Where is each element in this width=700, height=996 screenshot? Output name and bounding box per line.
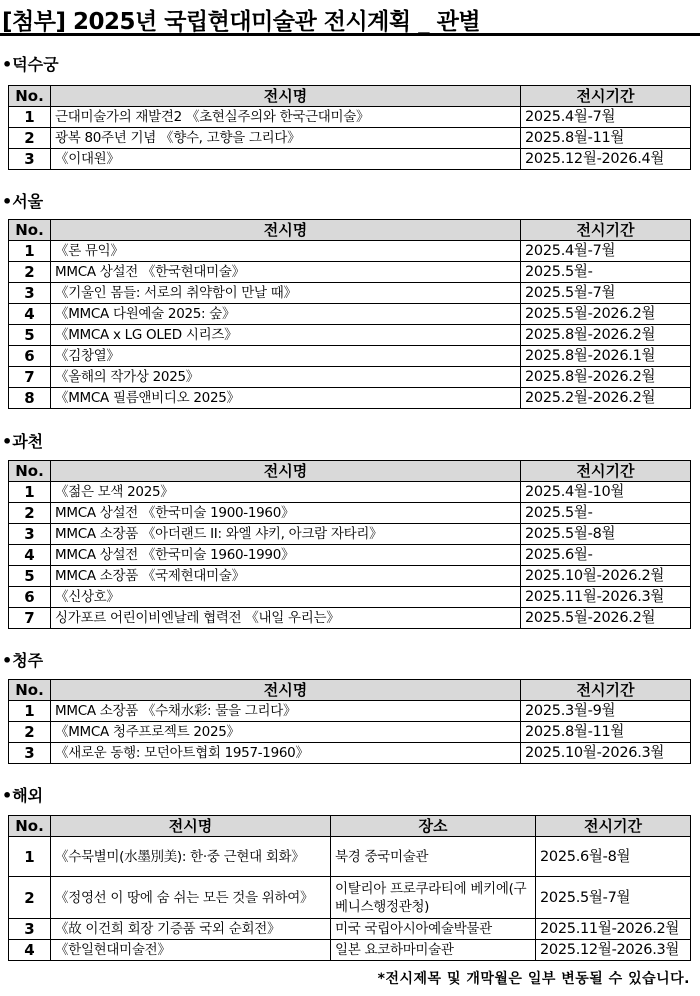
row-name: 《MMCA 필름앤비디오 2025》 <box>51 388 521 409</box>
row-period: 2025.5월- <box>521 503 691 524</box>
row-no: 3 <box>9 743 51 764</box>
row-period: 2025.5월-2026.2월 <box>521 304 691 325</box>
table-row <box>9 608 691 629</box>
row-period: 2025.10월-2026.3월 <box>521 743 691 764</box>
row-no: 7 <box>9 608 51 629</box>
header-no: No. <box>9 220 51 241</box>
table-row <box>9 482 691 503</box>
row-no: 2 <box>9 877 51 919</box>
table-row <box>9 566 691 587</box>
header-period: 전시기간 <box>536 816 691 837</box>
header-name: 전시명 <box>51 816 331 837</box>
table-header-row <box>9 816 691 837</box>
row-no: 8 <box>9 388 51 409</box>
table-row <box>9 919 691 940</box>
table-row <box>9 304 691 325</box>
table-row <box>9 367 691 388</box>
header-name: 전시명 <box>51 680 521 701</box>
row-name: 《올해의 작가상 2025》 <box>51 367 521 388</box>
row-no: 2 <box>9 128 51 149</box>
table-row <box>9 283 691 304</box>
row-name: 《MMCA 청주프로젝트 2025》 <box>51 722 521 743</box>
row-no: 1 <box>9 241 51 262</box>
row-name: MMCA 상설전 《한국미술 1900-1960》 <box>51 503 521 524</box>
row-period: 2025.5월-8월 <box>521 524 691 545</box>
row-period: 2025.5월- <box>521 262 691 283</box>
table-row <box>9 940 691 961</box>
row-no: 2 <box>9 262 51 283</box>
row-no: 1 <box>9 701 51 722</box>
row-no: 1 <box>9 107 51 128</box>
row-no: 4 <box>9 545 51 566</box>
row-place: 북경 중국미술관 <box>331 837 536 877</box>
table-header-row <box>9 220 691 241</box>
row-name: 《론 뮤익》 <box>51 241 521 262</box>
row-no: 6 <box>9 346 51 367</box>
row-no: 4 <box>9 304 51 325</box>
row-place: 이탈리아 프로쿠라티에 베키에(구 베니스행정관청) <box>331 877 536 919</box>
section-label-deoksugung: •덕수궁 <box>2 55 59 74</box>
row-period: 2025.8월-11월 <box>521 722 691 743</box>
exhibition-table-cheongju <box>8 679 691 764</box>
row-name: 《정영선 이 땅에 숨 쉬는 모든 것을 위하여》 <box>51 877 331 919</box>
table-row <box>9 587 691 608</box>
row-period: 2025.4월-10월 <box>521 482 691 503</box>
row-no: 1 <box>9 837 51 877</box>
row-period: 2025.8월-2026.2월 <box>521 325 691 346</box>
row-no: 3 <box>9 149 51 170</box>
table-row <box>9 107 691 128</box>
header-period: 전시기간 <box>521 680 691 701</box>
header-period: 전시기간 <box>521 461 691 482</box>
row-name: MMCA 소장품 《아더랜드 II: 와엘 샤키, 아크람 자타리》 <box>51 524 521 545</box>
row-name: 《이대원》 <box>51 149 521 170</box>
row-no: 3 <box>9 919 51 940</box>
row-name: 《새로운 동행: 모던아트협회 1957-1960》 <box>51 743 521 764</box>
row-period: 2025.11월-2026.2월 <box>536 919 691 940</box>
row-name: MMCA 상설전 《한국현대미술》 <box>51 262 521 283</box>
row-period: 2025.5월-2026.2월 <box>521 608 691 629</box>
section-label-seoul: •서울 <box>2 192 44 211</box>
row-period: 2025.6월-8월 <box>536 837 691 877</box>
row-no: 5 <box>9 325 51 346</box>
header-no: No. <box>9 680 51 701</box>
row-name: 근대미술가의 재발견2 《초현실주의와 한국근대미술》 <box>51 107 521 128</box>
row-no: 2 <box>9 722 51 743</box>
row-no: 7 <box>9 367 51 388</box>
row-name: 《김창열》 <box>51 346 521 367</box>
row-period: 2025.8월-11월 <box>521 128 691 149</box>
row-period: 2025.8월-2026.1월 <box>521 346 691 367</box>
row-name: 《MMCA 다원예술 2025: 숲》 <box>51 304 521 325</box>
row-name: MMCA 상설전 《한국미술 1960-1990》 <box>51 545 521 566</box>
section-label-cheongju: •청주 <box>2 651 44 670</box>
row-period: 2025.4월-7월 <box>521 241 691 262</box>
row-name: 《한일현대미술전》 <box>51 940 331 961</box>
exhibition-table-gwacheon <box>8 460 691 629</box>
table-row <box>9 262 691 283</box>
section-label-overseas: •해외 <box>2 786 44 805</box>
header-period: 전시기간 <box>521 86 691 107</box>
header-name: 전시명 <box>51 461 521 482</box>
table-row <box>9 545 691 566</box>
page-title: [첨부] 2025년 국립현대미술관 전시계획 _ 관별 <box>2 9 481 35</box>
header-name: 전시명 <box>51 86 521 107</box>
table-row <box>9 837 691 877</box>
table-row <box>9 524 691 545</box>
table-row <box>9 877 691 919</box>
row-name: 광복 80주년 기념 《향수, 고향을 그리다》 <box>51 128 521 149</box>
header-no: No. <box>9 816 51 837</box>
table-header-row <box>9 680 691 701</box>
footnote: *전시제목 및 개막월은 일부 변동될 수 있습니다. <box>377 971 690 987</box>
header-no: No. <box>9 86 51 107</box>
header-no: No. <box>9 461 51 482</box>
row-period: 2025.3월-9월 <box>521 701 691 722</box>
row-name: 《신상호》 <box>51 587 521 608</box>
row-no: 1 <box>9 482 51 503</box>
row-name: 《기울인 몸들: 서로의 취약함이 만날 때》 <box>51 283 521 304</box>
table-row <box>9 503 691 524</box>
row-no: 2 <box>9 503 51 524</box>
row-period: 2025.12월-2026.4월 <box>521 149 691 170</box>
row-period: 2025.8월-2026.2월 <box>521 367 691 388</box>
exhibition-table-seoul <box>8 219 691 409</box>
header-place: 장소 <box>331 816 536 837</box>
table-row <box>9 128 691 149</box>
row-period: 2025.5월-7월 <box>521 283 691 304</box>
row-period: 2025.5월-7월 <box>536 877 691 919</box>
table-header-row <box>9 461 691 482</box>
row-period: 2025.10월-2026.2월 <box>521 566 691 587</box>
table-row <box>9 241 691 262</box>
row-period: 2025.12월-2026.3월 <box>536 940 691 961</box>
row-period: 2025.6월- <box>521 545 691 566</box>
row-period: 2025.4월-7월 <box>521 107 691 128</box>
row-name: MMCA 소장품 《국제현대미술》 <box>51 566 521 587</box>
row-no: 5 <box>9 566 51 587</box>
row-place: 미국 국립아시아예술박물관 <box>331 919 536 940</box>
table-row <box>9 149 691 170</box>
row-no: 6 <box>9 587 51 608</box>
row-name: 《수묵별미(水墨別美): 한·중 근현대 회화》 <box>51 837 331 877</box>
table-row <box>9 743 691 764</box>
row-name: 《MMCA x LG OLED 시리즈》 <box>51 325 521 346</box>
row-name: 《젊은 모색 2025》 <box>51 482 521 503</box>
exhibition-table-overseas <box>8 815 691 961</box>
section-label-gwacheon: •과천 <box>2 432 44 451</box>
header-period: 전시기간 <box>521 220 691 241</box>
row-period: 2025.2월-2026.2월 <box>521 388 691 409</box>
row-period: 2025.11월-2026.3월 <box>521 587 691 608</box>
table-row <box>9 701 691 722</box>
row-name: 싱가포르 어린이비엔날레 협력전 《내일 우리는》 <box>51 608 521 629</box>
row-place: 일본 요코하마미술관 <box>331 940 536 961</box>
exhibition-table-deoksugung <box>8 85 691 170</box>
row-name: MMCA 소장품 《수채水彩: 물을 그리다》 <box>51 701 521 722</box>
header-name: 전시명 <box>51 220 521 241</box>
title-bar <box>0 0 700 36</box>
row-no: 3 <box>9 283 51 304</box>
table-row <box>9 388 691 409</box>
row-name: 《故 이건희 회장 기증품 국외 순회전》 <box>51 919 331 940</box>
table-header-row <box>9 86 691 107</box>
table-row <box>9 722 691 743</box>
row-no: 3 <box>9 524 51 545</box>
row-no: 4 <box>9 940 51 961</box>
table-row <box>9 346 691 367</box>
table-row <box>9 325 691 346</box>
